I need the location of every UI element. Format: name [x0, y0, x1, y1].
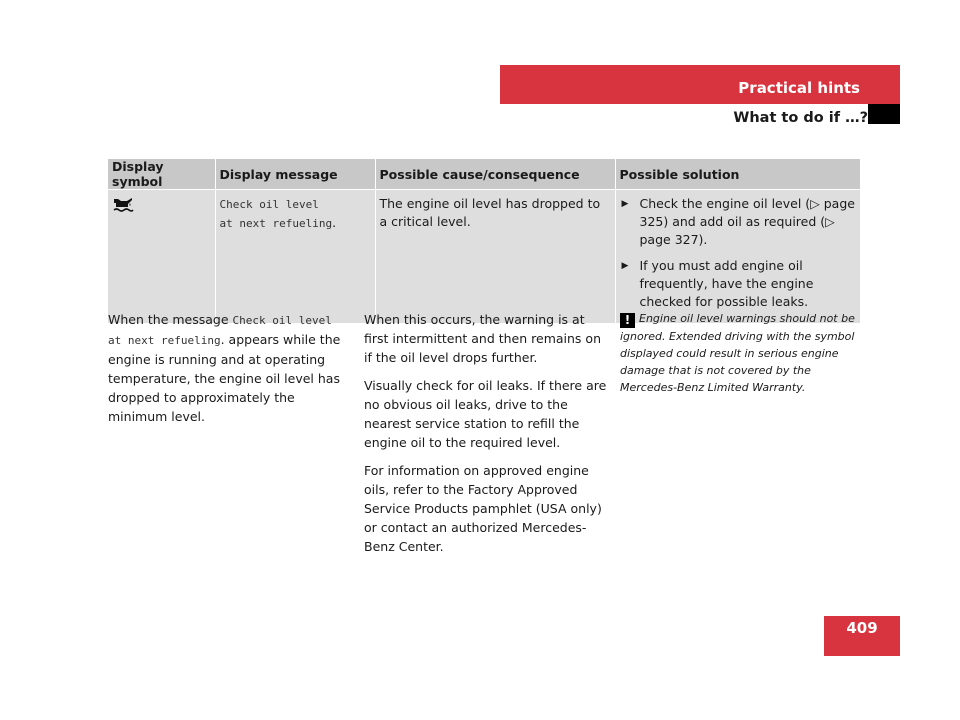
message-line-1: Check oil level	[219, 198, 319, 211]
paragraph: Visually check for oil leaks. If there are no obvious oil leaks, drive to the nearest service station to refill the engine oil to the required level.	[364, 378, 607, 450]
col-header-cause: Possible cause/consequence	[375, 159, 615, 190]
col-header-message: Display message	[215, 159, 375, 190]
solution-list	[620, 195, 857, 311]
col-header-solution: Possible solution	[615, 159, 860, 190]
message-period: .	[332, 215, 337, 230]
intro-suffix: . appears while the engine is running and at operating temperature, the engine oil level has dropped to approximately the minimum level.	[108, 332, 341, 424]
body-column-2	[364, 310, 609, 565]
list-item: ▶ If you must add engine oil frequently, have the engine checked for possible leaks.	[620, 257, 857, 311]
intro-prefix: When the message	[108, 312, 233, 327]
message-cell	[215, 190, 375, 324]
header-tab-marker	[868, 104, 900, 124]
message-line-2: at next refueling	[219, 217, 333, 230]
warning-text: Engine oil level warnings should not be ignored. Extended driving with the symbol displayed could result in serious engine damage that is not covered by the Mercedes-Benz Limited Warranty.	[620, 312, 855, 394]
paragraph: For information on approved engine oils, refer to the Factory Approved Service Products pamphlet (USA only) or contact an authorized Mercedes-Benz Center.	[364, 463, 602, 554]
section-title: Practical hints	[738, 79, 860, 97]
body-column-1	[108, 310, 348, 435]
solution-cell	[615, 190, 860, 324]
intro-code: Check oil level at next refueling	[108, 314, 332, 347]
warning-icon: !	[620, 313, 635, 328]
display-message-table	[108, 159, 860, 323]
warning-note	[620, 310, 865, 396]
table-row	[108, 190, 860, 324]
intro-paragraph	[108, 310, 348, 426]
symbol-cell	[108, 190, 215, 324]
table-header-row	[108, 159, 860, 190]
cause-cell: The engine oil level has dropped to a critical level.	[375, 190, 615, 324]
subsection-title: What to do if …?	[733, 110, 868, 126]
paragraph: When this occurs, the warning is at first intermittent and then remains on if the oil level drops further.	[364, 312, 601, 365]
page-number-box	[824, 616, 900, 656]
list-item: ▶ Check the engine oil level (▷ page 325) and add oil as required (▷ page 327).	[620, 195, 857, 249]
col-header-symbol: Display symbol	[108, 159, 215, 190]
page-number: 409	[846, 619, 878, 637]
header-banner	[500, 65, 900, 104]
engine-oil-level-icon	[112, 195, 134, 213]
